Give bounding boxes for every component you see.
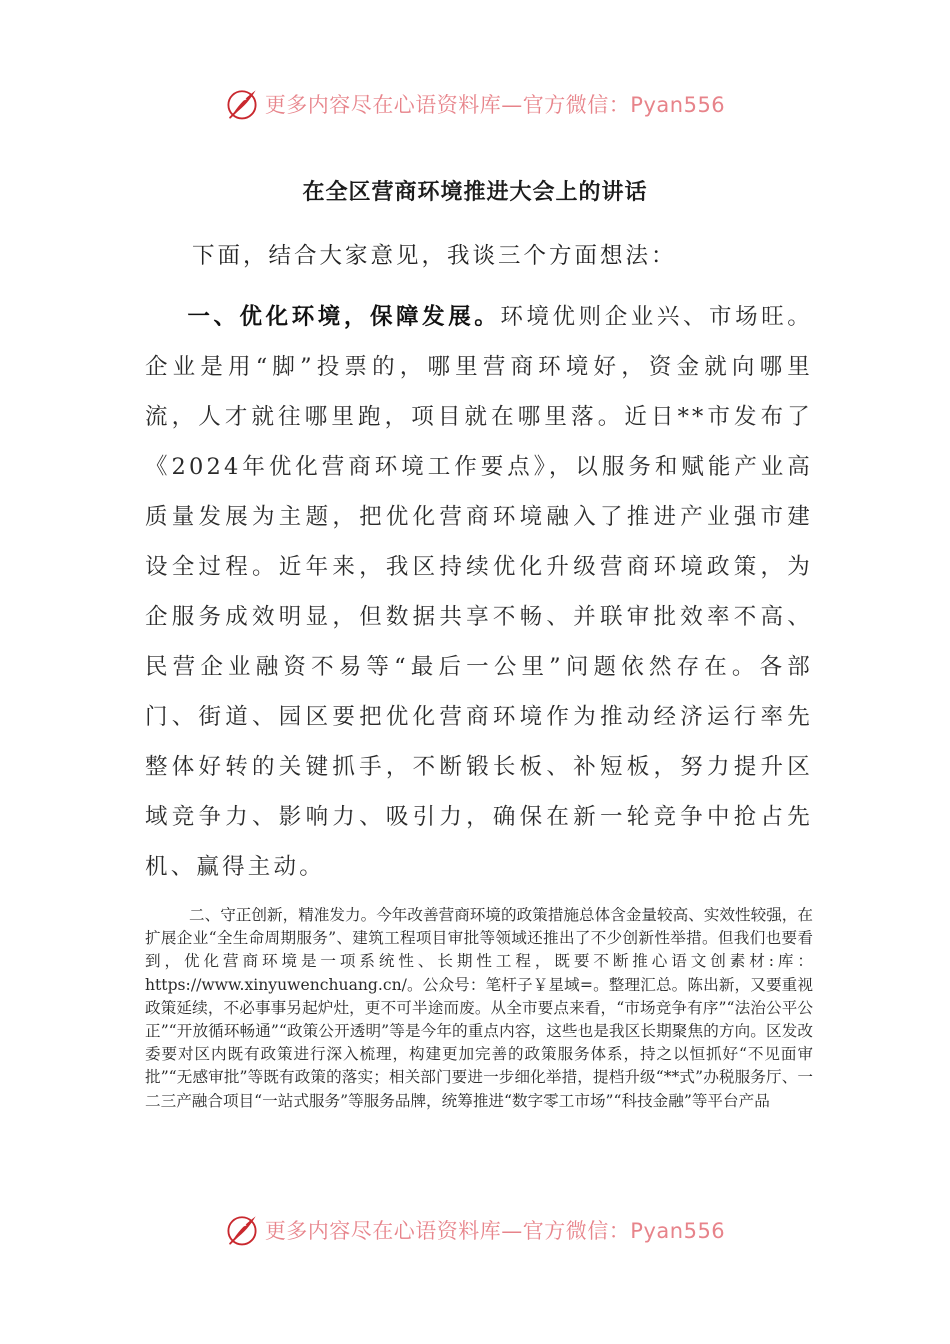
section-1-heading: 一、优化环境，保障发展。: [187, 304, 501, 330]
section-2-paragraph: [145, 904, 813, 1113]
section-1-body: 环境优则企业兴、市场旺。企业是用“脚”投票的，哪里营商环境好，资金就向哪里流，人才就往哪里跑，项目就在哪里落。近日**市发布了《2024年优化营商环境工作要点》，以服务和赋能产业高质量发展为主题，把优化营商环境融入了推进产业强市建设全过程。近年来，我区持续优化升级营商环境政策，为企服务成效明显，但数据共享不畅、并联审批效率不高、民营企业融资不易等“最后一公里”问题依然存在。各部门、街道、园区要把优化营商环境作为推动经济运行率先整体好转的关键抓手，不断锻长板、补短板，努力提升区域竞争力、影响力、吸引力，确保在新一轮竞争中抢占先机、赢得主动。: [145, 304, 814, 880]
footer-banner: [0, 1208, 950, 1252]
quill-pen-logo-icon: [225, 87, 259, 121]
footer-banner-text: 更多内容尽在心语资料库—官方微信：Pyan556: [264, 1219, 726, 1243]
section-2-body: 二、守正创新，精准发力。今年改善营商环境的政策措施总体含金量较高、实效性较强，在扩展企业“全生命周期服务”、建筑工程项目审批等领域还推出了不少创新性举措。但我们也要看到，优化营商环境是一项系统性、长期性工程，既要不断推心语文创素材:库：https://www.xinyuwenchuang.cn/。公众号：笔杆子￥星域=。整理汇总。陈出新，又要重视政策延续，不必事事另起炉灶，更不可半途而废。从全市要点来看，“市场竞争有序”“法治公平公正”“开放循环畅通”“政策公开透明”等是今年的重点内容，这些也是我区长期聚焦的方向。区发改委要对区内既有政策进行深入梳理，构建更加完善的政策服务体系，持之以恒抓好“不见面审批”“无感审批”等既有政策的落实；相关部门要进一步细化举措，提档升级“**式”办税服务厅、一二三产融合项目“一站式服务”等服务品牌，统筹推进“数字零工市场”“科技金融”等平台产品: [145, 906, 813, 1110]
intro-paragraph: 下面，结合大家意见，我谈三个方面想法：: [192, 243, 677, 269]
header-banner: [0, 82, 950, 126]
document-title: 在全区营商环境推进大会上的讲话: [302, 179, 648, 205]
quill-pen-logo-icon: [225, 1213, 259, 1247]
header-banner-text: 更多内容尽在心语资料库—官方微信：Pyan556: [264, 93, 726, 117]
section-1-paragraph: [145, 292, 813, 892]
